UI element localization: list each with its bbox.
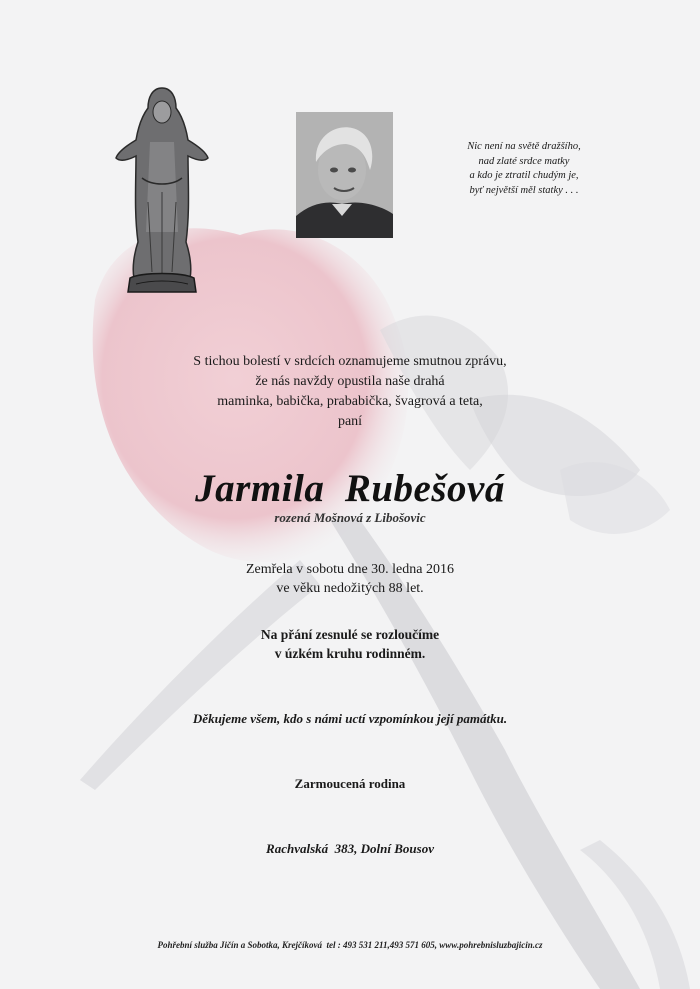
death-line: ve věku nedožitých 88 let.: [276, 581, 424, 596]
portrait-photo: [296, 112, 393, 238]
poem: [418, 140, 630, 198]
poem-line: a kdo je ztratil chudým je,: [469, 170, 579, 181]
announcement-text: [0, 352, 700, 432]
family-signature: Zarmoucená rodina: [294, 776, 406, 791]
thanks-line: Děkujeme všem, kdo s námi uctí vzpomínkou její památku.: [192, 711, 508, 726]
death-line: Zemřela v sobotu dne 30. ledna 2016: [245, 562, 454, 577]
poem-line: byť největší měl statky . . .: [469, 184, 579, 196]
farewell-note: [0, 625, 700, 663]
funeral-service-footer: Pohřební služba Jičín a Sobotka, Krejčíková tel : 493 531 211,493 571 605, www.pohrebnisluzbajicin.cz: [157, 940, 543, 950]
death-info: [0, 560, 700, 598]
announcement-line: maminka, babička, prababička, švagrová a teta,: [217, 394, 483, 409]
announcement-line: paní: [337, 414, 363, 429]
maiden-name: rozená Mošnová z Libošovic: [274, 510, 426, 525]
announcement-line: S tichou bolestí v srdcích oznamujeme smutnou zprávu,: [193, 354, 507, 369]
farewell-line: Na přání zesnulé se rozloučíme: [260, 627, 440, 642]
deceased-name: Jarmila Rubešová: [195, 467, 505, 510]
farewell-line: v úzkém kruhu rodinném.: [274, 646, 426, 661]
announcement-line: že nás navždy opustila naše drahá: [255, 374, 445, 389]
address: Rachvalská 383, Dolní Bousov: [266, 841, 434, 856]
poem-line: nad zlaté srdce matky: [478, 155, 570, 167]
poem-line: Nic není na světě dražšího,: [467, 141, 581, 152]
madonna-statue-icon: [112, 82, 212, 298]
portrait-image: [296, 112, 393, 238]
